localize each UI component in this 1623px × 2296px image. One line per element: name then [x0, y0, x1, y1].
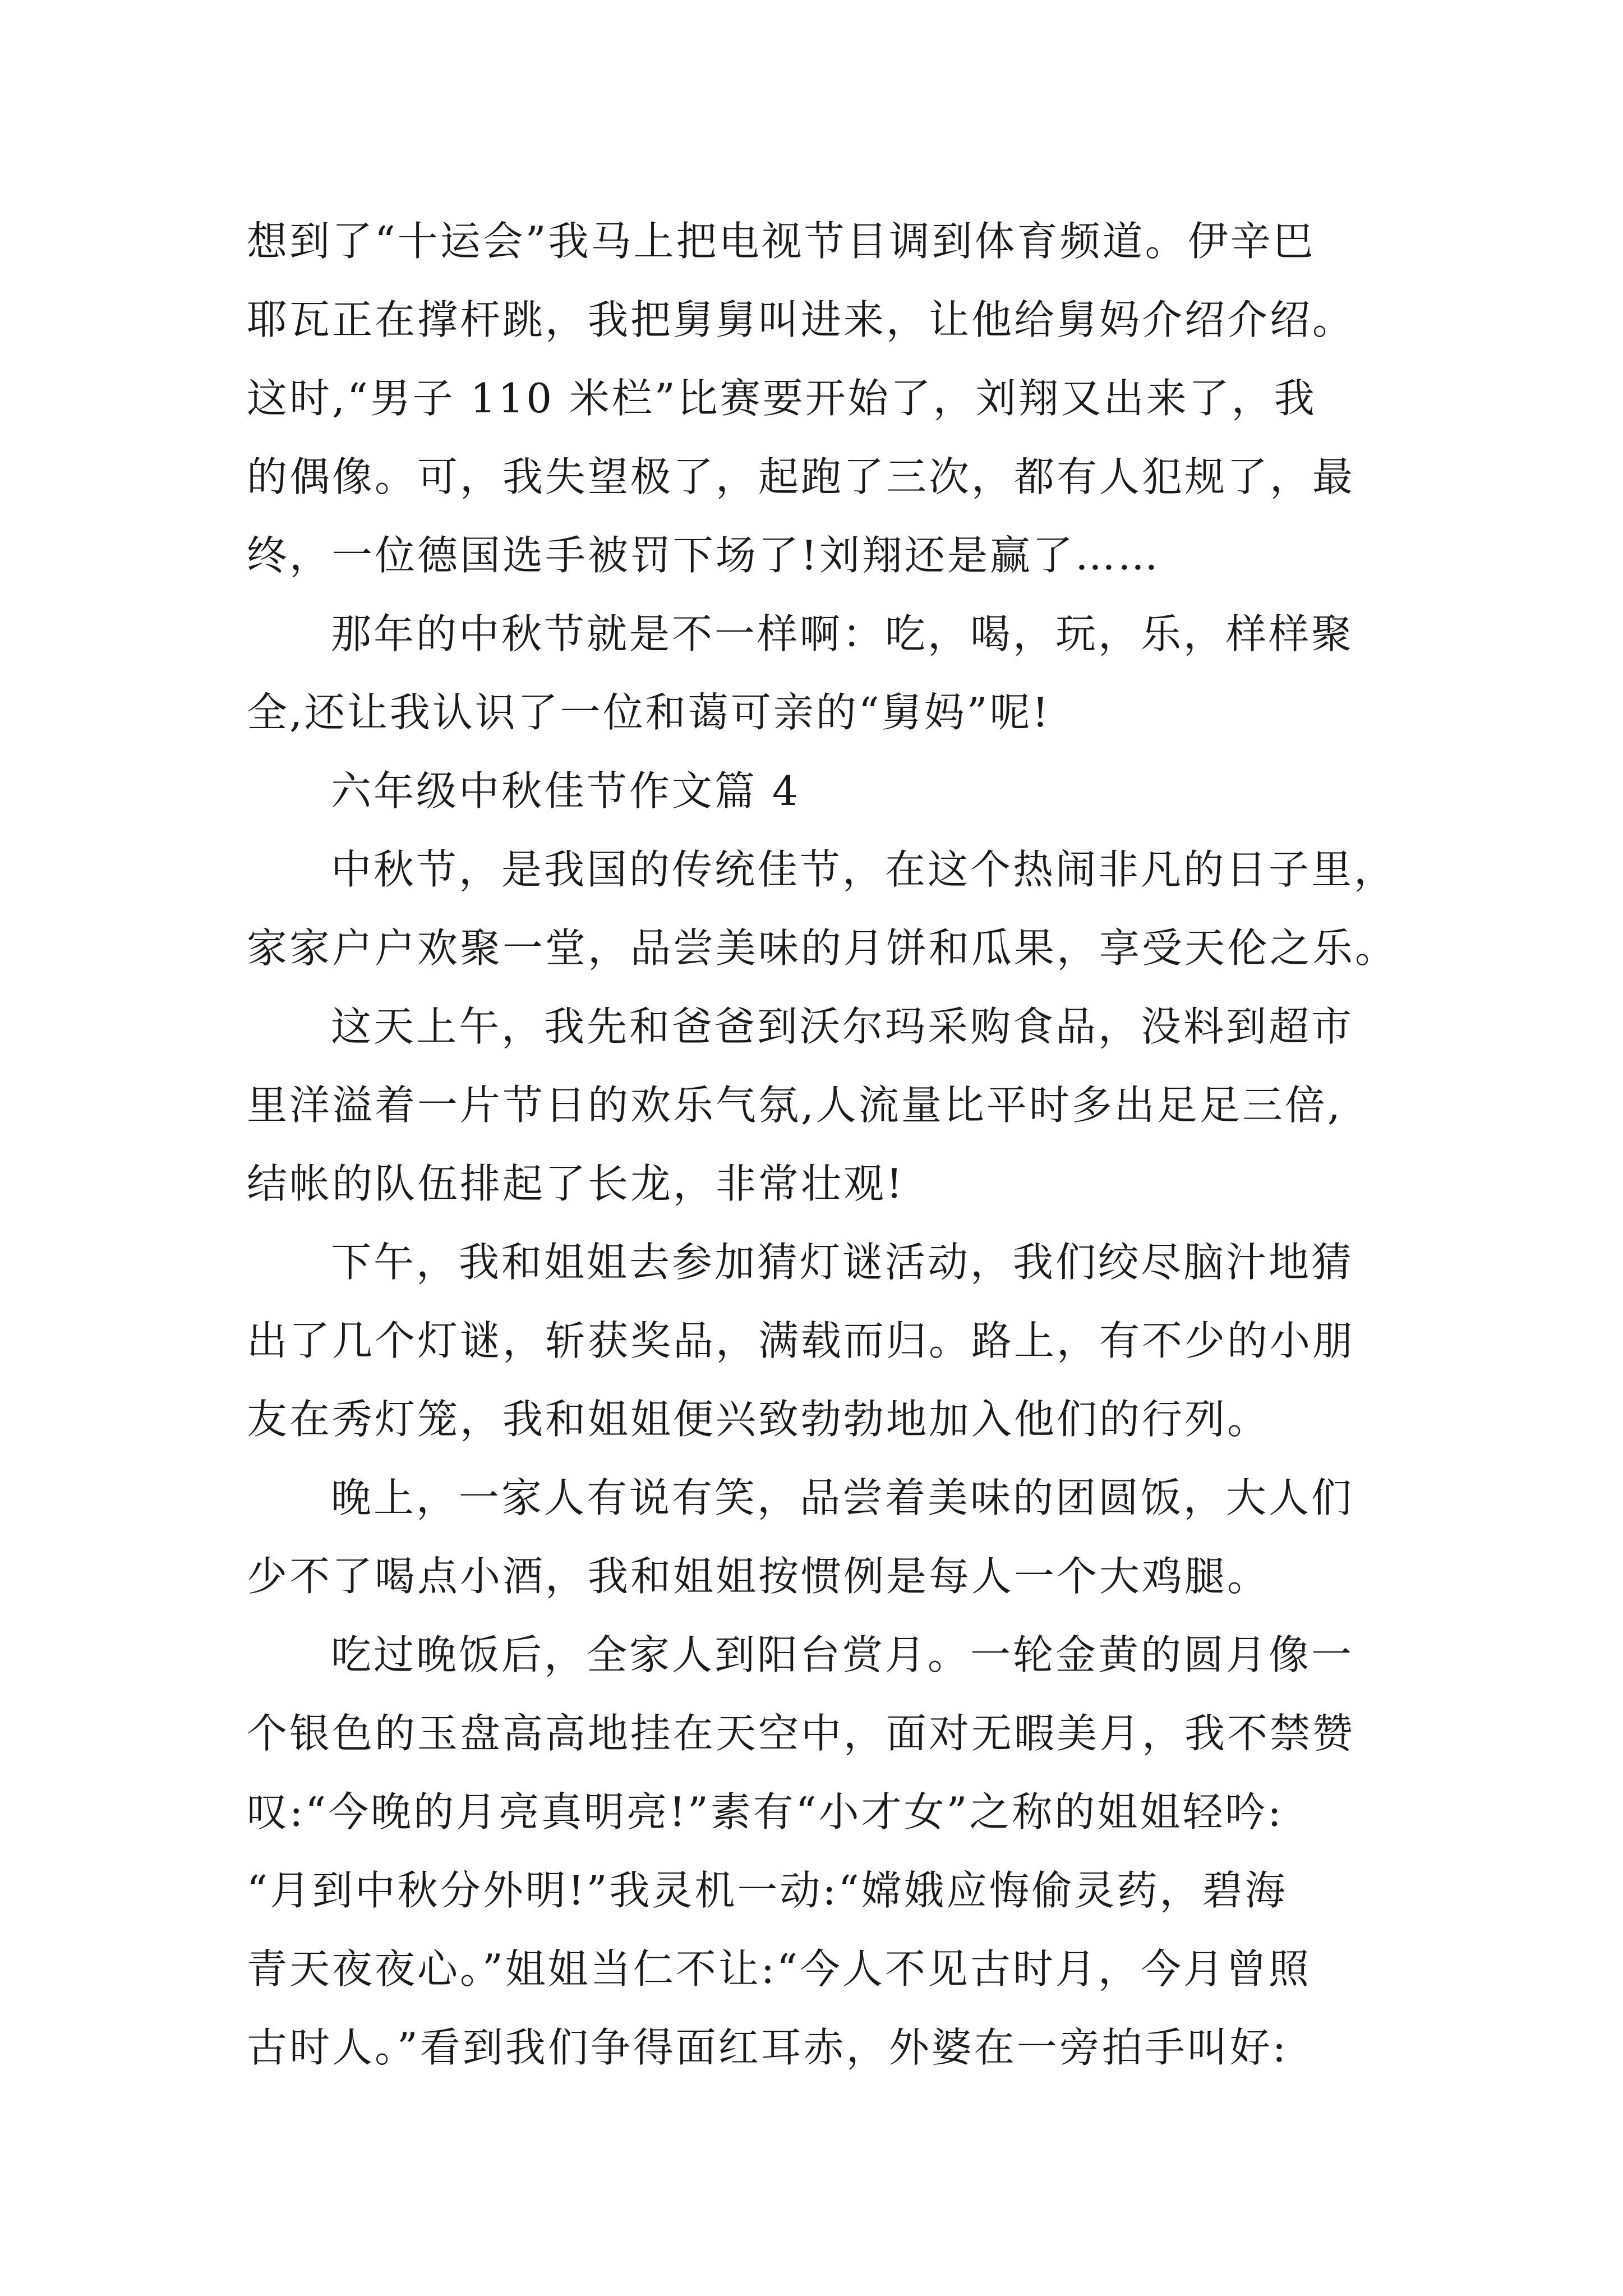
paragraph-first-line: 中秋节，是我国的传统佳节，在这个热闹非凡的日子里，: [331, 846, 1397, 893]
text-line: 叹:“今晚的月亮真明亮!”素有“小才女”之称的姐姐轻吟:: [247, 1788, 1284, 1835]
text-line: 古时人。”看到我们争得面红耳赤，外婆在一旁拍手叫好:: [247, 2024, 1289, 2071]
paragraph-first-line: 晚上，一家人有说有笑，品尝着美味的团圆饭，大人们: [331, 1474, 1354, 1521]
text-line: 耶瓦正在撑杆跳，我把舅舅叫进来，让他给舅妈介绍介绍。: [247, 296, 1355, 343]
text-line: 想到了“十运会”我马上把电视节目调到体育频道。伊辛巴: [247, 218, 1316, 265]
text-line: 里洋溢着一片节日的欢乐气氛,人流量比平时多出足足三倍,: [247, 1082, 1343, 1129]
document-body: [247, 202, 1398, 2087]
paragraph-first-line: 吃过晚饭后，全家人到阳台赏月。一轮金黄的圆月像一: [331, 1631, 1354, 1678]
text-line: 这时,“男子 110 米栏”比赛要开始了，刘翔又出来了，我: [247, 375, 1317, 422]
text-line: 家家户户欢聚一堂，品尝美味的月饼和瓜果，享受天伦之乐。: [247, 924, 1398, 972]
text-line: 出了几个灯谜，斩获奖品，满载而归。路上，有不少的小朋: [247, 1317, 1355, 1364]
text-line: “月到中秋分外明!”我灵机一动:“嫦娥应悔偷灵药，碧海: [247, 1867, 1288, 1914]
text-line: 的偶像。可，我失望极了，起跑了三次，都有人犯规了，最: [247, 453, 1355, 500]
section-heading: 六年级中秋佳节作文篇 4: [331, 767, 800, 815]
paragraph-first-line: 下午，我和姐姐去参加猜灯谜活动，我们绞尽脑汁地猜: [331, 1239, 1354, 1286]
paragraph-first-line: 那年的中秋节就是不一样啊：吃，喝，玩，乐，样样聚: [331, 610, 1354, 657]
text-line: 全,还让我认识了一位和蔼可亲的“舅妈”呢!: [247, 689, 1051, 736]
paragraph-first-line: 这天上午，我先和爸爸到沃尔玛采购食品，没料到超市: [331, 1003, 1354, 1050]
text-line: 终，一位德国选手被罚下场了!刘翔还是赢了……: [247, 532, 1160, 579]
text-line: 个银色的玉盘高高地挂在天空中，面对无暇美月，我不禁赞: [247, 1710, 1355, 1757]
text-line: 结帐的队伍排起了长龙，非常壮观!: [247, 1160, 905, 1207]
text-line: 少不了喝点小酒，我和姐姐按惯例是每人一个大鸡腿。: [247, 1553, 1270, 1600]
text-line: 青天夜夜心。”姐姐当仁不让:“今人不见古时月，今月曾照: [247, 1945, 1311, 1993]
text-line: 友在秀灯笼，我和姐姐便兴致勃勃地加入他们的行列。: [247, 1396, 1270, 1443]
